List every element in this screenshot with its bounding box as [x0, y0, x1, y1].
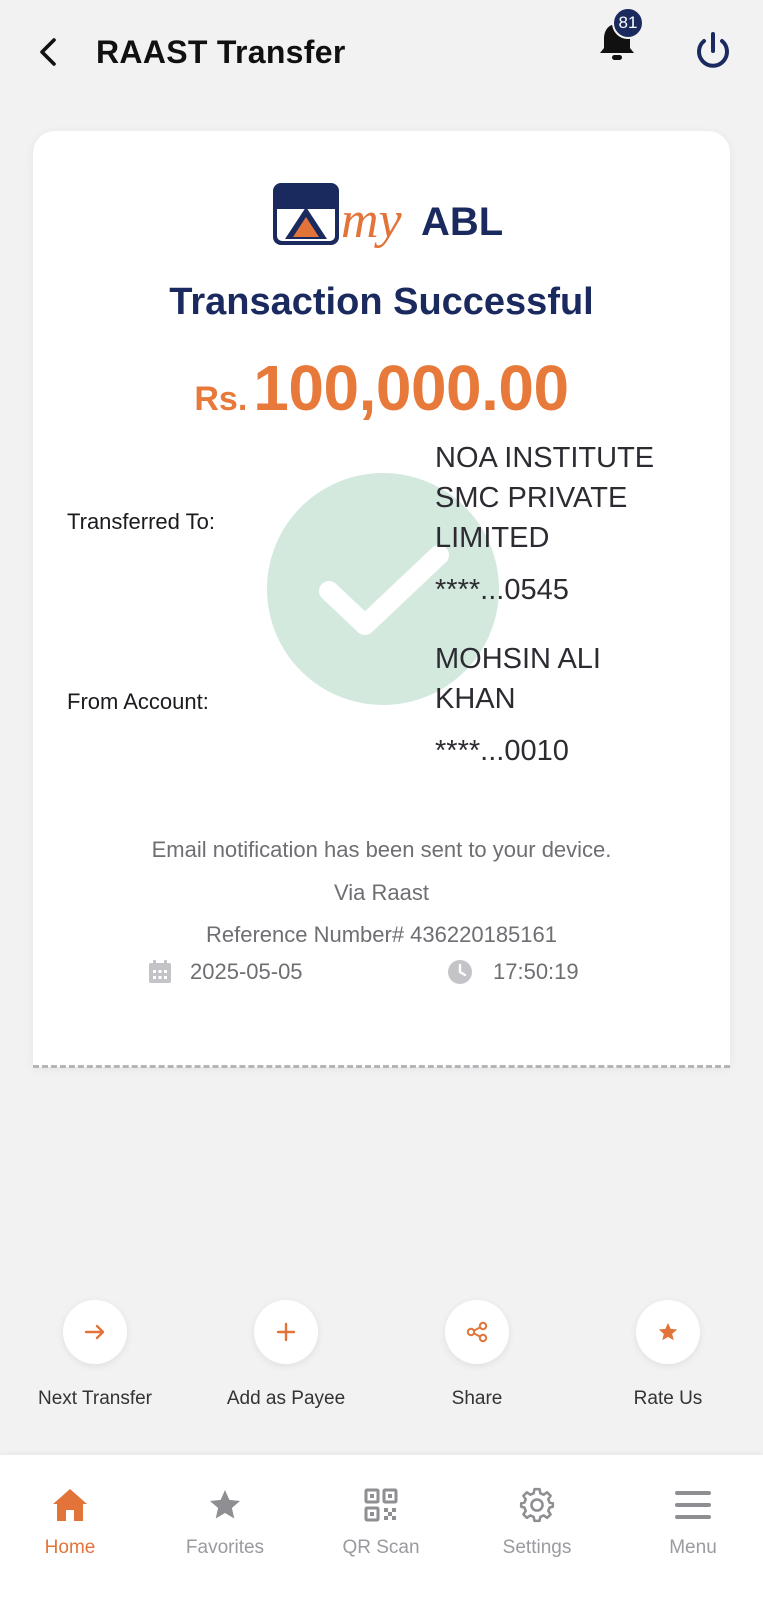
plus-icon [274, 1320, 298, 1344]
transaction-date: 2025-05-05 [190, 959, 303, 984]
share-action[interactable] [392, 1300, 562, 1410]
channel-text: Via Raast [334, 880, 429, 905]
clock-icon [447, 959, 473, 985]
rate-us-label: Rate Us [633, 1388, 703, 1409]
logout-button[interactable] [692, 30, 734, 72]
share-icon [465, 1320, 489, 1344]
tab-settings-label: Settings [502, 1537, 572, 1558]
add-payee-action[interactable] [201, 1300, 371, 1410]
app-header [0, 0, 763, 110]
star-icon [207, 1487, 243, 1523]
svg-text:ABL: ABL [421, 200, 504, 244]
transaction-status-title: Transaction Successful [169, 281, 594, 323]
receipt-tear-edge [33, 1065, 730, 1068]
tab-home-label: Home [44, 1537, 96, 1558]
menu-icon [674, 1489, 712, 1521]
tab-menu[interactable] [628, 1485, 758, 1559]
star-icon [657, 1321, 679, 1343]
next-transfer-action[interactable] [10, 1300, 180, 1410]
reference-number: Reference Number# 436220185161 [205, 922, 558, 947]
amount [33, 351, 730, 425]
email-notice: Email notification has been sent to your device. [151, 837, 612, 862]
transferred-to-value [435, 438, 705, 610]
calendar-icon [147, 959, 173, 985]
amount-value: 100,000.00 [253, 352, 569, 424]
from-account-label: From Account: [67, 689, 209, 714]
tab-home[interactable] [5, 1485, 135, 1559]
tab-favorites-label: Favorites [185, 1537, 265, 1558]
myabl-logo [271, 179, 511, 255]
datetime-row [33, 957, 730, 991]
sender-account: ****...0010 [435, 735, 569, 767]
share-label: Share [451, 1388, 503, 1409]
notification-badge: 81 [612, 7, 644, 39]
arrow-right-icon [83, 1320, 107, 1344]
page-title: RAAST Transfer [96, 34, 346, 70]
qr-icon [364, 1488, 398, 1522]
rate-us-action[interactable] [583, 1300, 753, 1410]
tab-settings[interactable] [472, 1485, 602, 1559]
from-account-value [435, 639, 675, 771]
recipient-account: ****...0545 [435, 574, 569, 606]
add-payee-label: Add as Payee [226, 1388, 346, 1409]
transferred-to-label: Transferred To: [67, 509, 215, 534]
tab-favorites[interactable] [160, 1485, 290, 1559]
next-transfer-button[interactable] [63, 1300, 127, 1364]
tab-menu-label: Menu [669, 1537, 717, 1558]
transaction-time: 17:50:19 [493, 959, 579, 984]
chevron-left-icon [37, 37, 59, 67]
add-payee-button[interactable] [254, 1300, 318, 1364]
home-icon [50, 1486, 90, 1524]
rate-us-button[interactable] [636, 1300, 700, 1364]
svg-text:my: my [341, 192, 402, 249]
power-icon [692, 30, 734, 72]
next-transfer-label: Next Transfer [37, 1388, 153, 1409]
back-button[interactable] [30, 30, 66, 74]
quick-actions [0, 1300, 763, 1430]
receipt-card [33, 131, 730, 1067]
gear-icon [518, 1486, 556, 1524]
amount-currency: Rs. [194, 380, 248, 418]
sender-name: MOHSIN ALI KHAN [435, 643, 601, 715]
tab-qr-scan-label: QR Scan [342, 1537, 420, 1558]
bottom-tab-bar [0, 1455, 763, 1600]
recipient-name: NOA INSTITUTE SMC PRIVATE LIMITED [435, 442, 655, 554]
share-button[interactable] [445, 1300, 509, 1364]
tab-qr-scan[interactable] [316, 1485, 446, 1559]
